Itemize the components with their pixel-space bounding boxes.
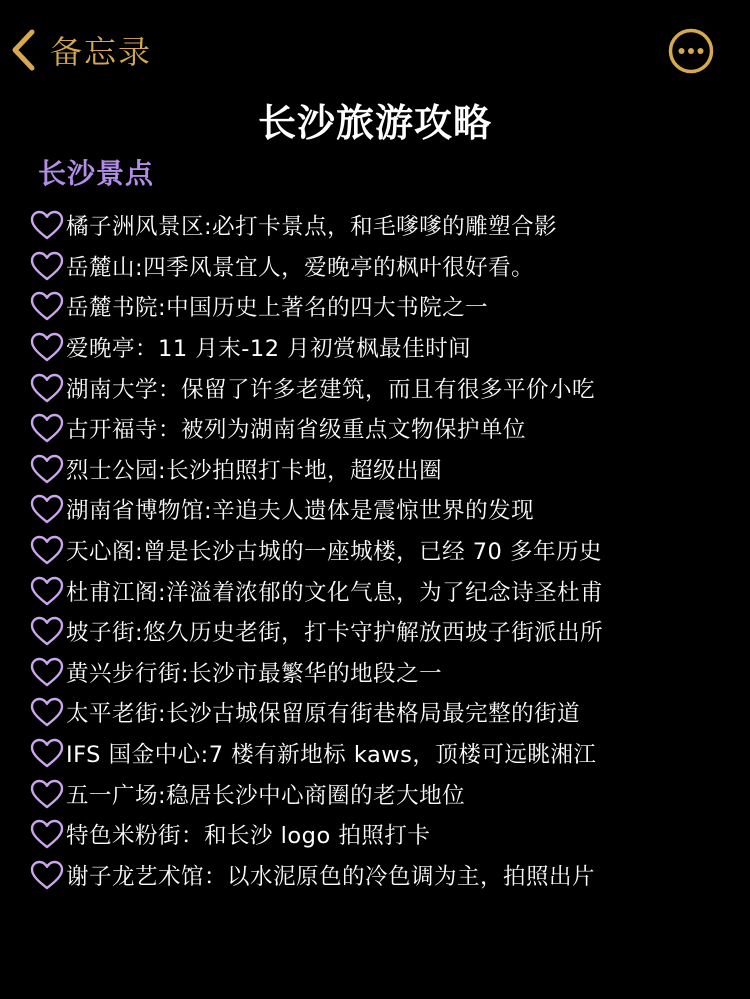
heart-outline-icon: [30, 373, 64, 403]
list-item: [30, 611, 746, 652]
heart-outline-icon: [30, 332, 64, 362]
list-item-text: 古开福寺：被列为湖南省级重点文物保护单位: [66, 417, 527, 444]
chevron-left-icon: [10, 28, 36, 72]
heart-outline-icon: [30, 697, 64, 727]
list-item: [30, 530, 746, 571]
list-item-text: 太平老街:长沙古城保留原有街巷格局最完整的街道: [66, 701, 581, 728]
list-item: [30, 855, 746, 896]
heart-outline-icon: [30, 494, 64, 524]
list-item-text: 特色米粉街：和长沙 logo 拍照打卡: [66, 823, 431, 850]
heart-outline-icon: [30, 738, 64, 768]
heart-outline-icon: [30, 454, 64, 484]
heart-outline-icon: [30, 291, 64, 321]
list-item: [30, 570, 746, 611]
top-bar: [0, 0, 750, 100]
list-item-text: 谢子龙艺术馆：以水泥原色的冷色调为主，拍照出片: [66, 863, 596, 890]
list-item-text: 橘子洲风景区:必打卡景点，和毛嗲嗲的雕塑合影: [66, 214, 558, 241]
heart-outline-icon: [30, 616, 64, 646]
list-item-text: 湖南省博物馆:辛追夫人遗体是震惊世界的发现: [66, 498, 535, 525]
heart-outline-icon: [30, 413, 64, 443]
list-item: [30, 652, 746, 693]
list-item: [30, 246, 746, 287]
list-item-text: 天心阁:曾是长沙古城的一座城楼，已经 70 多年历史: [66, 539, 603, 566]
heart-outline-icon: [30, 576, 64, 606]
back-label: 备忘录: [50, 33, 153, 71]
heart-outline-icon: [30, 251, 64, 281]
list-item: [30, 773, 746, 814]
ellipsis-circle-icon: [668, 28, 714, 74]
list-item: [30, 733, 746, 774]
heart-outline-icon: [30, 210, 64, 240]
list-item-text: 湖南大学：保留了许多老建筑，而且有很多平价小吃: [66, 376, 596, 403]
list-item-text: 爱晚亭：11 月末-12 月初赏枫最佳时间: [66, 336, 472, 363]
list-item-text: 岳麓山:四季风景宜人，爱晚亭的枫叶很好看。: [66, 254, 535, 281]
list-item: [30, 205, 746, 246]
list-item-text: 烈士公园:长沙拍照打卡地，超级出圈: [66, 457, 443, 484]
attraction-list: [30, 205, 746, 895]
list-item: [30, 449, 746, 490]
list-item: [30, 286, 746, 327]
heart-outline-icon: [30, 535, 64, 565]
list-item: [30, 327, 746, 368]
list-item-text: 坡子街:悠久历史老街，打卡守护解放西坡子街派出所: [66, 620, 604, 647]
list-item-text: 杜甫江阁:洋溢着浓郁的文化气息，为了纪念诗圣杜甫: [66, 579, 604, 606]
more-options-button[interactable]: [668, 28, 714, 74]
list-item-text: 岳麓书院:中国历史上著名的四大书院之一: [66, 295, 489, 322]
list-item: [30, 408, 746, 449]
list-item-text: 五一广场:稳居长沙中心商圈的老大地位: [66, 782, 466, 809]
list-item: [30, 489, 746, 530]
list-item-text: 黄兴步行街:长沙市最繁华的地段之一: [66, 660, 443, 687]
list-item-text: IFS 国金中心:7 楼有新地标 kaws，顶楼可远眺湘江: [66, 742, 597, 769]
list-item: [30, 367, 746, 408]
heart-outline-icon: [30, 779, 64, 809]
heart-outline-icon: [30, 657, 64, 687]
heart-outline-icon: [30, 860, 64, 890]
list-item: [30, 692, 746, 733]
list-item: [30, 814, 746, 855]
note-title: 长沙旅游攻略: [257, 101, 492, 145]
heart-outline-icon: [30, 819, 64, 849]
back-button[interactable]: [10, 24, 152, 76]
section-heading: 长沙景点: [38, 157, 155, 190]
